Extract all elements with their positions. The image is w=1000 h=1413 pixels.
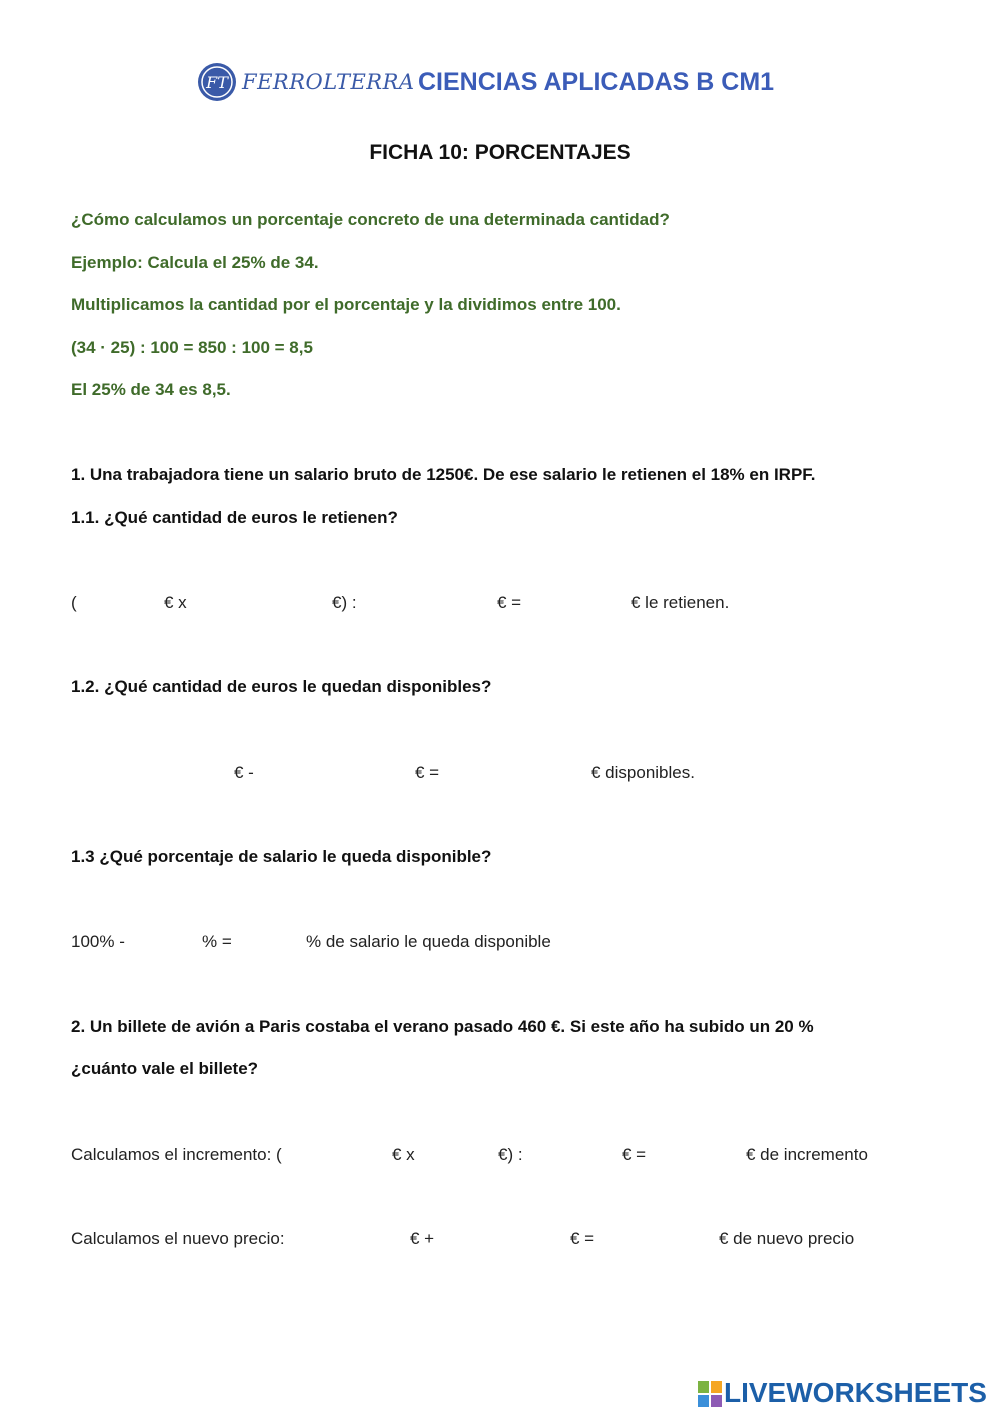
q1-1-times: € x xyxy=(164,593,187,612)
exercise-2-statement: 2. Un billete de avión a Paris costaba el verano pasado 460 €. Si este año ha subido un 20 % xyxy=(71,1017,814,1036)
exercise-2-question: ¿cuánto vale el billete? xyxy=(71,1059,259,1078)
question-1-3: 1.3 ¿Qué porcentaje de salario le queda disponible? xyxy=(71,847,492,866)
q1-2-result-label: € disponibles. xyxy=(591,763,695,782)
q1-1-divide: €) : xyxy=(332,593,357,612)
increment-label: Calculamos el incremento: ( xyxy=(71,1145,282,1164)
liveworksheets-logo-icon xyxy=(698,1381,722,1407)
intro-calculation: (34 · 25) : 100 = 850 : 100 = 8,5 xyxy=(71,338,313,357)
increment-result-label: € de incremento xyxy=(746,1145,868,1164)
new-price-equals: € = xyxy=(570,1229,595,1248)
page-title: FICHA 10: PORCENTAJES xyxy=(369,141,631,164)
ferrolterra-logo-icon xyxy=(197,62,237,102)
intro-result: El 25% de 34 es 8,5. xyxy=(71,380,231,399)
q1-1-equals: € = xyxy=(497,593,522,612)
exercise-1-statement: 1. Una trabajadora tiene un salario bruto de 1250€. De ese salario le retienen el 18% en IRPF. xyxy=(71,465,816,484)
question-1-2: 1.2. ¿Qué cantidad de euros le quedan disponibles? xyxy=(71,677,492,696)
increment-times: € x xyxy=(392,1145,415,1164)
q1-3-result-label: % de salario le queda disponible xyxy=(306,932,551,951)
increment-divide: €) : xyxy=(498,1145,523,1164)
increment-equals: € = xyxy=(622,1145,647,1164)
q1-1-open-paren: ( xyxy=(71,593,77,612)
new-price-plus: € + xyxy=(410,1229,435,1248)
q1-2-equals: € = xyxy=(415,763,440,782)
logo-text: FERROLTERRA xyxy=(242,70,415,94)
q1-3-equals: % = xyxy=(202,932,232,951)
header xyxy=(0,60,1000,106)
logo-letters: FT xyxy=(206,73,228,92)
new-price-result-label: € de nuevo precio xyxy=(719,1229,855,1248)
course-title: CIENCIAS APLICADAS B CM1 xyxy=(418,68,775,96)
intro-method: Multiplicamos la cantidad por el porcentaje y la dividimos entre 100. xyxy=(71,295,621,314)
intro-question: ¿Cómo calculamos un porcentaje concreto de una determinada cantidad? xyxy=(71,210,670,229)
question-1-1: 1.1. ¿Qué cantidad de euros le retienen? xyxy=(71,508,398,527)
q1-2-minus: € - xyxy=(234,763,254,782)
liveworksheets-brand: LIVEWORKSHEETS xyxy=(724,1377,987,1408)
new-price-label: Calculamos el nuevo precio: xyxy=(71,1229,285,1248)
intro-example: Ejemplo: Calcula el 25% de 34. xyxy=(71,253,319,272)
q1-3-hundred-minus: 100% - xyxy=(71,932,125,951)
q1-1-result-label: € le retienen. xyxy=(631,593,730,612)
